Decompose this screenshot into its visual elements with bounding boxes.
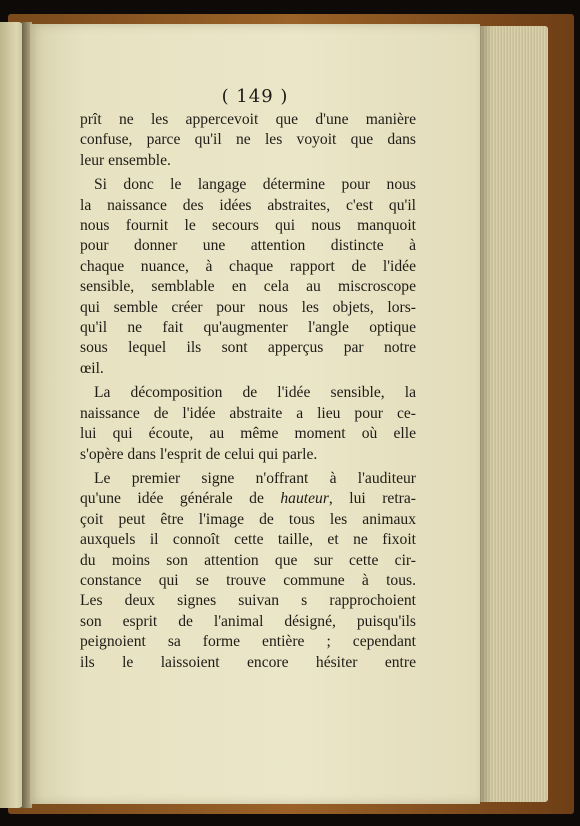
text-line: Le premier signe n'offrant à l'auditeur	[94, 469, 416, 487]
page-stack-shade	[478, 26, 492, 802]
book-page	[30, 24, 480, 804]
text-line: çoit peut être l'image de tous les animaux	[80, 510, 416, 528]
text-line: pour donner une attention distincte à	[80, 237, 416, 255]
page-text	[80, 110, 416, 677]
text-line: Les deux signes suivan s rapprochoient	[80, 592, 416, 610]
text-line: sensible, semblable en cela au miscroscope	[80, 278, 416, 296]
text-line: leur ensemble.	[80, 151, 171, 169]
text-segment: qu'une idée générale de	[80, 490, 281, 508]
paragraph-3	[80, 383, 416, 465]
paragraph-4	[80, 469, 416, 673]
text-line: La décomposition de l'idée sensible, la	[94, 384, 416, 402]
left-page-edge	[0, 22, 24, 808]
text-line: son esprit de l'animal désigné, puisqu'ils	[80, 612, 416, 630]
text-line: ils le laissoient encore hésiter entre	[80, 653, 416, 671]
paragraph-2	[80, 175, 416, 379]
italic-word: hauteur	[280, 490, 329, 508]
page-number: ( 149 )	[221, 86, 289, 107]
text-line: qui semble créer pour nous les objets, lors-	[80, 298, 416, 316]
text-line: naissance de l'idée abstraite a lieu pour ce-	[80, 404, 416, 422]
text-line: peignoient sa forme entière ; cependant	[80, 633, 416, 651]
text-line: du moins son attention que sur cette cir-	[80, 551, 416, 569]
text-line: constance qui se trouve commune à tous.	[80, 571, 416, 589]
paragraph-1	[80, 110, 416, 171]
text-line: s'opère dans l'esprit de celui qui parle.	[80, 445, 318, 463]
text-line: confuse, parce qu'il ne les voyoit que dans	[80, 131, 416, 149]
text-line: chaque nuance, à chaque rapport de l'idée	[80, 257, 416, 275]
text-line-with-italic	[80, 489, 416, 509]
text-line: lui qui écoute, au même moment où elle	[80, 425, 416, 443]
text-segment: , lui retra-	[328, 490, 416, 508]
text-line: Si donc le langage détermine pour nous	[94, 176, 416, 194]
text-line: la naissance des idées abstraites, c'est qu'il	[80, 196, 416, 214]
text-line: sous lequel ils sont apperçus par notre	[80, 339, 416, 357]
text-line: auxquels il connoît cette taille, et ne fixoit	[80, 531, 416, 549]
text-line: qu'il ne fait qu'augmenter l'angle optique	[80, 319, 416, 337]
text-line: œil.	[80, 359, 104, 377]
text-line: prît ne les appercevoit que d'une manière	[80, 111, 416, 128]
text-line: nous fournit le secours qui nous manquoit	[80, 217, 416, 235]
